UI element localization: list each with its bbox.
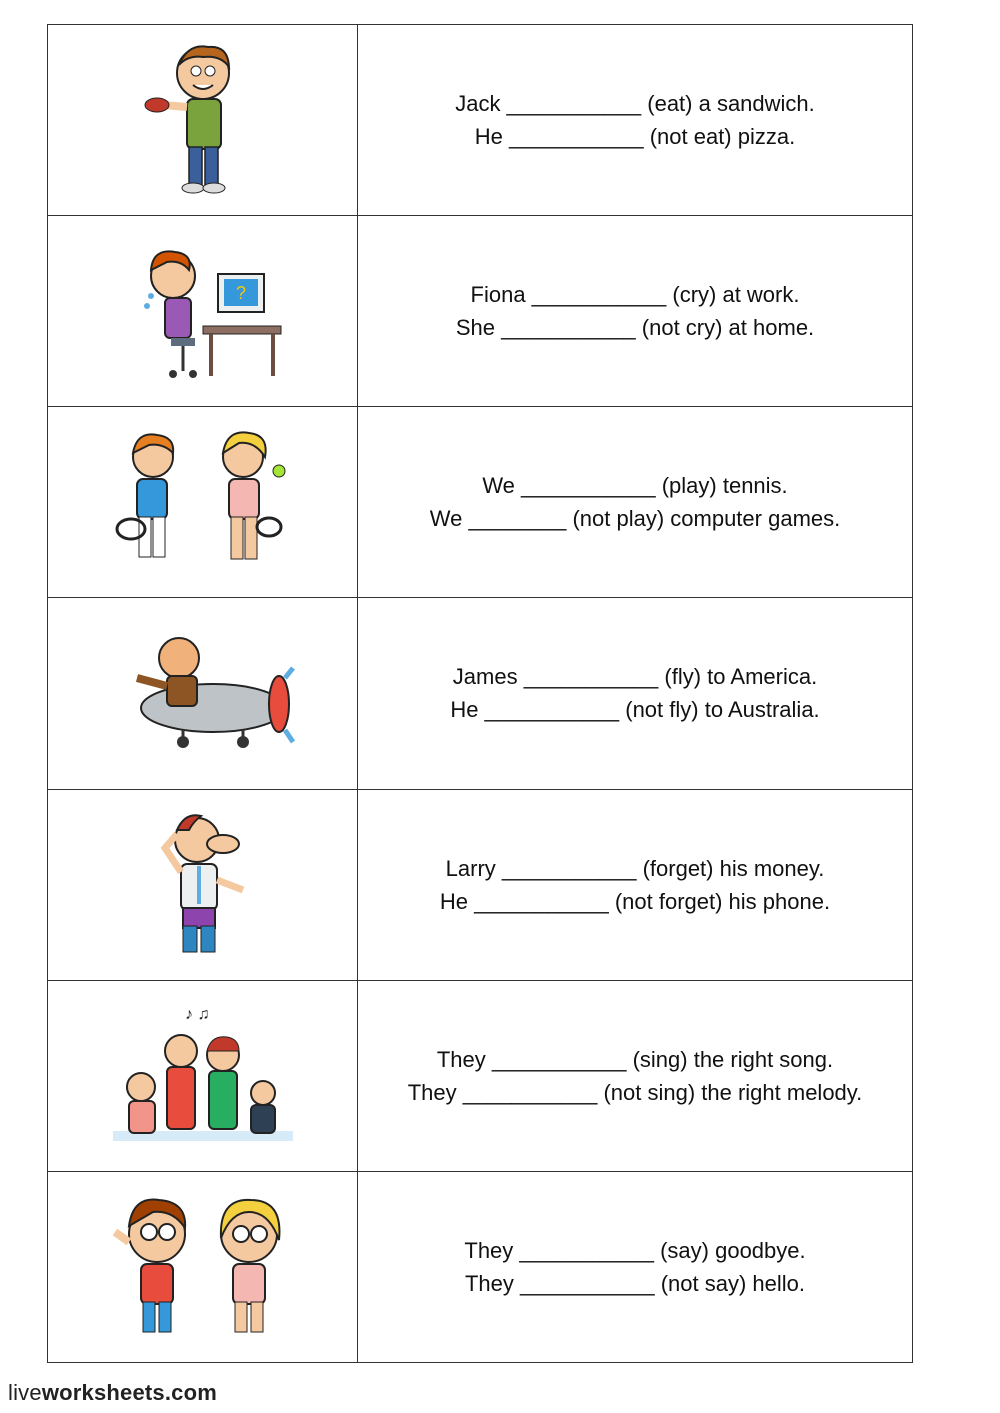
table-row — [48, 216, 913, 407]
svg-text:♪ ♫: ♪ ♫ — [184, 1005, 209, 1023]
picture-cell — [48, 789, 358, 980]
sentence-line-2: He ___________ (not eat) pizza. — [474, 124, 796, 150]
table-row — [48, 789, 913, 980]
table-row — [48, 980, 913, 1171]
picture-cell — [48, 216, 358, 407]
picture-cell — [48, 25, 358, 216]
sentence-cell — [358, 1171, 913, 1362]
sentence-line-2: He ___________ (not fly) to Australia. — [450, 697, 820, 723]
footer-brand: worksheets.com — [41, 1380, 218, 1405]
table-row — [48, 598, 913, 789]
sentence-cell — [358, 216, 913, 407]
sentence-cell — [358, 25, 913, 216]
kids-waving-goodbye-icon — [93, 1182, 313, 1352]
picture-cell — [48, 598, 358, 789]
group-singing-icon — [93, 991, 313, 1161]
sentence-line-1: Jack ___________ (eat) a sandwich. — [455, 91, 815, 117]
sentence-line-2: We ________ (not play) computer games. — [429, 506, 841, 532]
picture-cell — [48, 980, 358, 1171]
table-row — [48, 1171, 913, 1362]
man-forgetting-icon — [93, 800, 313, 970]
sentence-line-2: She ___________ (not cry) at home. — [455, 315, 815, 341]
picture-cell — [48, 407, 358, 598]
svg-text:?: ? — [235, 283, 246, 304]
sentence-line-1: Larry ___________ (forget) his money. — [445, 855, 825, 881]
picture-cell — [48, 1171, 358, 1362]
sentence-line-2: They ___________ (not say) hello. — [464, 1270, 805, 1296]
sentence-line-2: He ___________ (not forget) his phone. — [439, 888, 831, 914]
exercise-table — [47, 24, 913, 1363]
sentence-line-1: Fiona ___________ (cry) at work. — [470, 282, 800, 308]
sentence-cell — [358, 980, 913, 1171]
sentence-line-1: They ___________ (sing) the right song. — [436, 1046, 834, 1072]
table-row — [48, 407, 913, 598]
kids-playing-tennis-icon — [93, 417, 313, 587]
sentence-line-1: We ___________ (play) tennis. — [482, 473, 788, 499]
sentence-line-1: They ___________ (say) goodbye. — [464, 1237, 806, 1263]
sentence-cell — [358, 789, 913, 980]
table-row — [48, 25, 913, 216]
watermark-footer — [8, 1380, 217, 1406]
sentence-line-2: They ___________ (not sing) the right melody. — [407, 1079, 863, 1105]
sentence-line-1: James ___________ (fly) to America. — [452, 664, 818, 690]
boy-eating-sandwich-icon — [93, 35, 313, 205]
footer-prefix: live — [8, 1380, 42, 1405]
woman-crying-at-computer-icon — [93, 226, 313, 396]
sentence-cell — [358, 407, 913, 598]
man-flying-plane-icon — [93, 608, 313, 778]
sentence-cell — [358, 598, 913, 789]
